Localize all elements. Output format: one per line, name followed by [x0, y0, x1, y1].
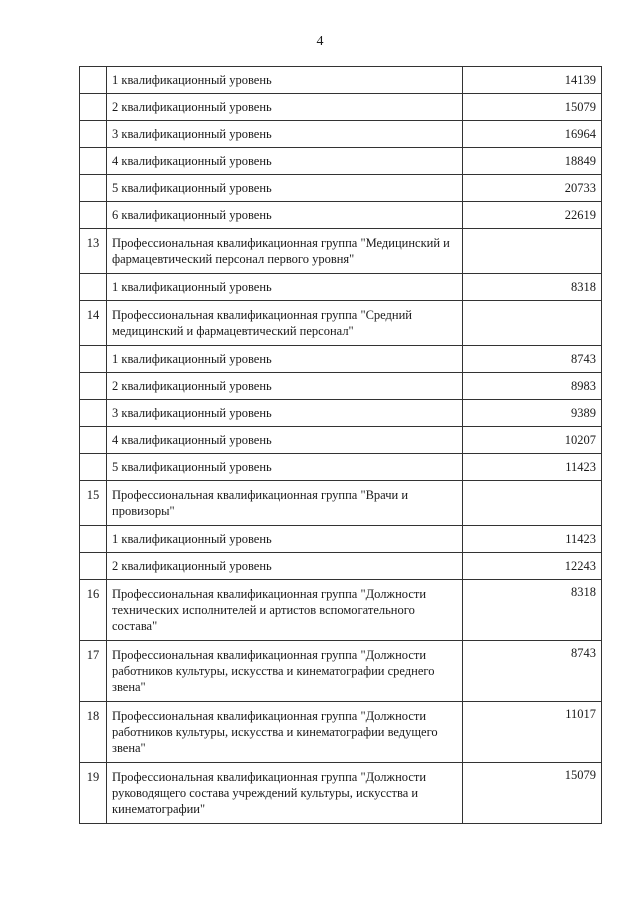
row-name-cell: Профессиональная квалификационная группа "Должности работников культуры, искусства и кинематографии среднего звена"	[107, 641, 463, 702]
row-value-cell: 22619	[463, 202, 602, 229]
row-number-cell: 18	[80, 702, 107, 763]
level-row	[80, 553, 602, 580]
row-value-cell	[463, 481, 602, 526]
row-value-cell: 11423	[463, 526, 602, 553]
row-number-cell	[80, 526, 107, 553]
row-number-cell: 16	[80, 580, 107, 641]
row-name-cell: 1 квалификационный уровень	[107, 526, 463, 553]
row-value-cell: 10207	[463, 427, 602, 454]
row-name-cell: 4 квалификационный уровень	[107, 427, 463, 454]
group-row	[80, 702, 602, 763]
level-row	[80, 121, 602, 148]
group-row	[80, 301, 602, 346]
row-name-cell: 3 квалификационный уровень	[107, 121, 463, 148]
level-row	[80, 373, 602, 400]
row-name-cell: 1 квалификационный уровень	[107, 346, 463, 373]
row-name-cell: 6 квалификационный уровень	[107, 202, 463, 229]
page-number: 4	[316, 34, 324, 49]
row-value-cell: 8318	[463, 274, 602, 301]
row-value-cell: 16964	[463, 121, 602, 148]
row-name-cell: 5 квалификационный уровень	[107, 175, 463, 202]
row-number-cell	[80, 94, 107, 121]
row-number-cell	[80, 148, 107, 175]
group-row	[80, 229, 602, 274]
row-name-cell: Профессиональная квалификационная группа "Должности технических исполнителей и артистов вспомогательного состава"	[107, 580, 463, 641]
level-row	[80, 67, 602, 94]
row-name-cell: Профессиональная квалификационная группа "Должности работников культуры, искусства и кинематографии ведущего звена"	[107, 702, 463, 763]
level-row	[80, 346, 602, 373]
level-row	[80, 526, 602, 553]
row-value-cell: 15079	[463, 94, 602, 121]
row-number-cell: 13	[80, 229, 107, 274]
row-number-cell	[80, 175, 107, 202]
row-value-cell: 8743	[463, 641, 602, 702]
row-name-cell: Профессиональная квалификационная группа "Должности руководящего состава учреждений культуры, искусства и кинематографии"	[107, 763, 463, 824]
row-value-cell: 12243	[463, 553, 602, 580]
level-row	[80, 94, 602, 121]
row-name-cell: Профессиональная квалификационная группа "Врачи и провизоры"	[107, 481, 463, 526]
row-value-cell: 14139	[463, 67, 602, 94]
row-name-cell: 1 квалификационный уровень	[107, 67, 463, 94]
row-number-cell: 17	[80, 641, 107, 702]
row-name-cell: 2 квалификационный уровень	[107, 94, 463, 121]
row-number-cell	[80, 553, 107, 580]
row-name-cell: 2 квалификационный уровень	[107, 553, 463, 580]
row-value-cell: 8318	[463, 580, 602, 641]
level-row	[80, 427, 602, 454]
row-name-cell: 1 квалификационный уровень	[107, 274, 463, 301]
row-number-cell: 19	[80, 763, 107, 824]
row-value-cell: 11017	[463, 702, 602, 763]
row-value-cell: 9389	[463, 400, 602, 427]
group-row	[80, 580, 602, 641]
row-number-cell	[80, 373, 107, 400]
row-number-cell	[80, 67, 107, 94]
salary-table-body	[80, 67, 602, 824]
group-row	[80, 641, 602, 702]
level-row	[80, 400, 602, 427]
row-number-cell	[80, 274, 107, 301]
row-value-cell: 8743	[463, 346, 602, 373]
row-name-cell: 4 квалификационный уровень	[107, 148, 463, 175]
group-row	[80, 481, 602, 526]
group-row	[80, 763, 602, 824]
row-name-cell: Профессиональная квалификационная группа "Средний медицинский и фармацевтический персонал"	[107, 301, 463, 346]
row-number-cell: 14	[80, 301, 107, 346]
row-number-cell: 15	[80, 481, 107, 526]
row-number-cell	[80, 454, 107, 481]
level-row	[80, 202, 602, 229]
row-value-cell	[463, 301, 602, 346]
level-row	[80, 148, 602, 175]
level-row	[80, 274, 602, 301]
row-value-cell: 18849	[463, 148, 602, 175]
row-number-cell	[80, 202, 107, 229]
row-name-cell: Профессиональная квалификационная группа "Медицинский и фармацевтический персонал первого уровня"	[107, 229, 463, 274]
row-name-cell: 2 квалификационный уровень	[107, 373, 463, 400]
row-number-cell	[80, 346, 107, 373]
row-value-cell: 20733	[463, 175, 602, 202]
row-name-cell: 3 квалификационный уровень	[107, 400, 463, 427]
row-value-cell: 8983	[463, 373, 602, 400]
row-value-cell	[463, 229, 602, 274]
row-number-cell	[80, 121, 107, 148]
level-row	[80, 175, 602, 202]
salary-table	[79, 66, 602, 824]
row-number-cell	[80, 400, 107, 427]
row-value-cell: 11423	[463, 454, 602, 481]
row-value-cell: 15079	[463, 763, 602, 824]
level-row	[80, 454, 602, 481]
row-number-cell	[80, 427, 107, 454]
row-name-cell: 5 квалификационный уровень	[107, 454, 463, 481]
